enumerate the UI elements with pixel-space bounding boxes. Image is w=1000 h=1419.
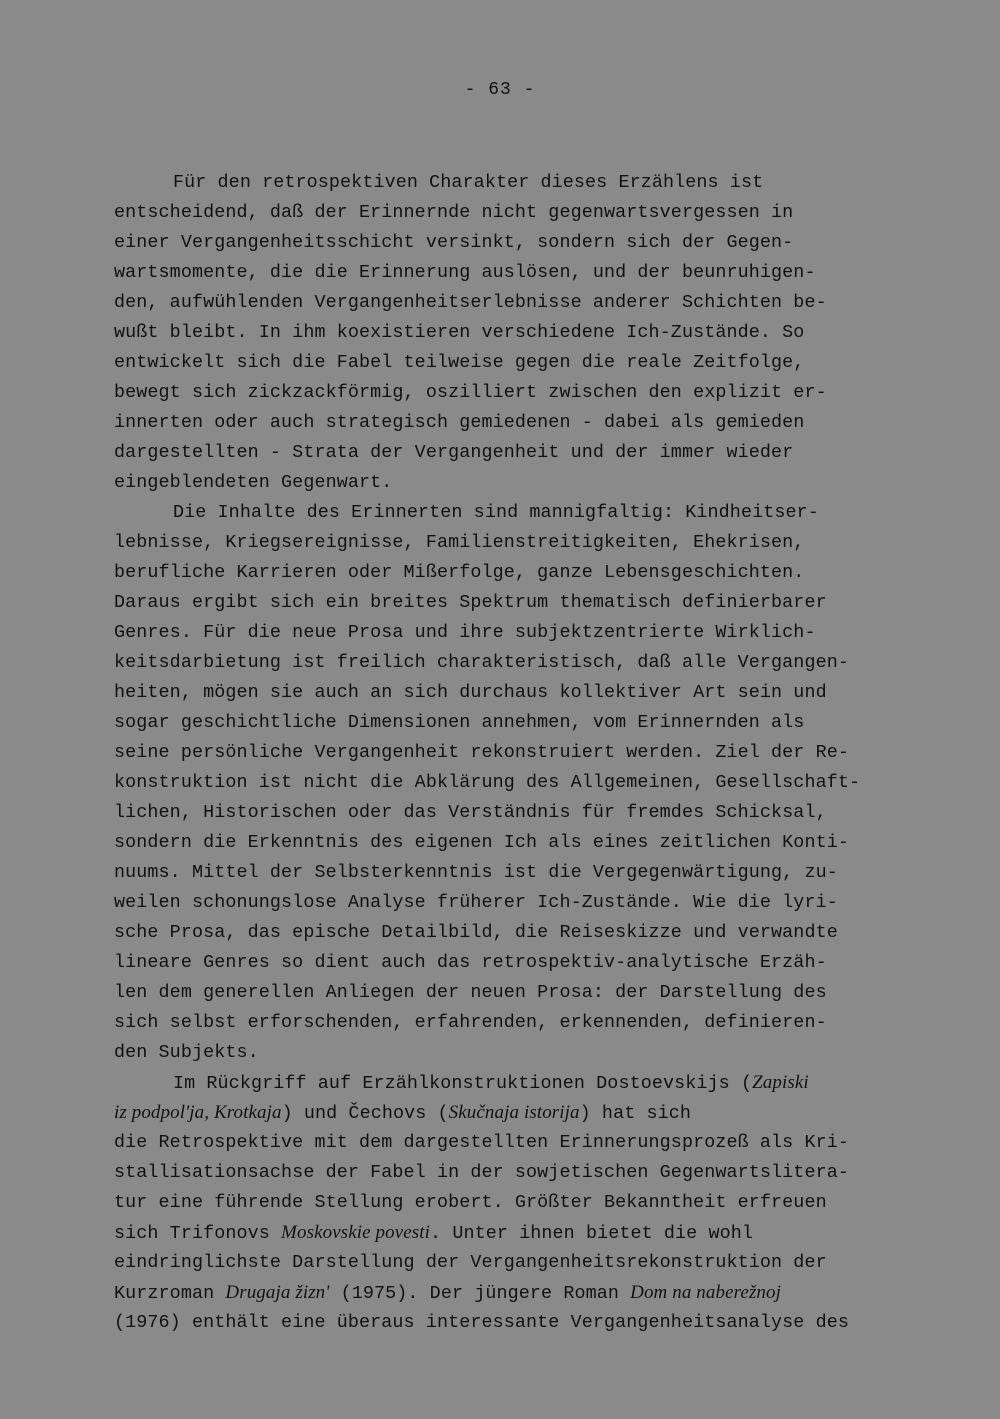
text-run: den, aufwühlenden Vergangenheitserlebnisse anderer Schichten be- — [114, 292, 827, 313]
text-line — [114, 168, 914, 198]
text-line — [114, 318, 914, 348]
text-run: (1975). Der jüngere Roman — [329, 1283, 631, 1304]
text-line — [114, 558, 914, 588]
italic-title: Moskovskie povesti — [281, 1222, 431, 1243]
text-line — [114, 738, 914, 768]
italic-title: Dom na naberežnoj — [630, 1282, 782, 1303]
text-run: einer Vergangenheitsschicht versinkt, sondern sich der Gegen- — [114, 232, 794, 253]
text-line — [114, 468, 914, 498]
text-run: bewegt sich zickzackförmig, oszilliert zwischen den explizit er- — [114, 382, 827, 403]
text-line — [114, 768, 914, 798]
text-run: keitsdarbietung ist freilich charakteristisch, daß alle Vergangen- — [114, 652, 849, 673]
text-line — [114, 948, 914, 978]
text-run: ) hat sich — [579, 1103, 692, 1124]
text-line — [114, 1188, 914, 1218]
italic-title: Skučnaja istorija — [448, 1102, 580, 1123]
text-run: Kurzroman — [114, 1283, 226, 1304]
text-run: seine persönliche Vergangenheit rekonstruiert werden. Ziel der Re- — [114, 742, 849, 763]
text-line — [114, 888, 914, 918]
text-line — [114, 1128, 914, 1158]
text-line — [114, 588, 914, 618]
text-line — [114, 528, 914, 558]
text-run: lichen, Historischen oder das Verständnis für fremdes Schicksal, — [114, 802, 827, 823]
text-run: eindringlichste Darstellung der Vergangenheitsrekonstruktion der — [114, 1252, 827, 1273]
text-line — [114, 348, 914, 378]
text-run: sche Prosa, das epische Detailbild, die Reiseskizze und verwandte — [114, 922, 838, 943]
text-run: die Retrospektive mit dem dargestellten Erinnerungsprozeß als Kri- — [114, 1132, 849, 1153]
text-line — [114, 1218, 914, 1248]
page-number: - 63 - — [464, 80, 536, 100]
text-line — [114, 1068, 914, 1098]
text-run: wußt bleibt. In ihm koexistieren verschiedene Ich-Zustände. So — [114, 322, 805, 343]
text-run: stallisationsachse der Fabel in der sowjetischen Gegenwartslitera- — [114, 1162, 849, 1183]
text-line — [114, 258, 914, 288]
italic-title: iz podpol'ja, Krotkaja — [114, 1102, 282, 1123]
text-run: sich selbst erforschenden, erfahrenden, erkennenden, definieren- — [114, 1012, 827, 1033]
text-run: Daraus ergibt sich ein breites Spektrum thematisch definierbarer — [114, 592, 827, 613]
text-line — [114, 978, 914, 1008]
text-run: berufliche Karrieren oder Mißerfolge, ganze Lebensgeschichten. — [114, 562, 805, 583]
text-line — [114, 378, 914, 408]
text-run: innerten oder auch strategisch gemiedenen - dabei als gemieden — [114, 412, 805, 433]
text-run: Für den retrospektiven Charakter dieses Erzählens ist — [173, 172, 764, 193]
text-run: (1976) enthält eine überaus interessante Vergangenheitsanalyse des — [114, 1312, 849, 1333]
text-line — [114, 618, 914, 648]
text-run: tur eine führende Stellung erobert. Größter Bekanntheit erfreuen — [114, 1192, 827, 1213]
text-line — [114, 918, 914, 948]
text-line — [114, 708, 914, 738]
text-line — [114, 198, 914, 228]
text-run: lineare Genres so dient auch das retrospektiv-analytische Erzäh- — [114, 952, 827, 973]
text-run: sich Trifonovs — [114, 1223, 282, 1244]
text-line — [114, 228, 914, 258]
text-run: dargestellten - Strata der Vergangenheit und der immer wieder — [114, 442, 794, 463]
italic-title: Drugaja žizn' — [225, 1282, 330, 1303]
text-run: weilen schonungslose Analyse früherer Ich-Zustände. Wie die lyri- — [114, 892, 838, 913]
text-run: entscheidend, daß der Erinnernde nicht gegenwartsvergessen in — [114, 202, 794, 223]
body-text — [114, 168, 914, 1338]
text-run: heiten, mögen sie auch an sich durchaus kollektiver Art sein und — [114, 682, 827, 703]
text-line — [114, 798, 914, 828]
text-run: entwickelt sich die Fabel teilweise gegen die reale Zeitfolge, — [114, 352, 805, 373]
text-run: len dem generellen Anliegen der neuen Prosa: der Darstellung des — [114, 982, 827, 1003]
text-line — [114, 648, 914, 678]
text-run: Im Rückgriff auf Erzählkonstruktionen Dostoevskijs ( — [173, 1073, 753, 1094]
text-run: Genres. Für die neue Prosa und ihre subjektzentrierte Wirklich- — [114, 622, 816, 643]
text-run: sogar geschichtliche Dimensionen annehmen, vom Erinnernden als — [114, 712, 805, 733]
italic-title: Zapiski — [752, 1072, 809, 1093]
text-line — [114, 498, 914, 528]
text-line — [114, 1248, 914, 1278]
text-run: ) und Čechovs ( — [281, 1103, 449, 1124]
text-run: wartsmomente, die die Erinnerung auslösen, und der beunruhigen- — [114, 262, 816, 283]
text-run: nuums. Mittel der Selbsterkenntnis ist die Vergegenwärtigung, zu- — [114, 862, 838, 883]
text-line — [114, 858, 914, 888]
text-run: den Subjekts. — [114, 1042, 259, 1063]
text-run: lebnisse, Kriegsereignisse, Familienstreitigkeiten, Ehekrisen, — [114, 532, 805, 553]
text-line — [114, 438, 914, 468]
text-line — [114, 828, 914, 858]
text-line — [114, 1008, 914, 1038]
text-run: eingeblendeten Gegenwart. — [114, 472, 393, 493]
text-line — [114, 288, 914, 318]
text-run: . Unter ihnen bietet die wohl — [430, 1223, 753, 1244]
text-run: konstruktion ist nicht die Abklärung des Allgemeinen, Gesellschaft- — [114, 772, 861, 793]
text-line — [114, 1098, 914, 1128]
text-line — [114, 408, 914, 438]
text-line — [114, 1158, 914, 1188]
text-line — [114, 1038, 914, 1068]
text-run: sondern die Erkenntnis des eigenen Ich als eines zeitlichen Konti- — [114, 832, 849, 853]
text-line — [114, 1308, 914, 1338]
text-line — [114, 678, 914, 708]
text-run: Die Inhalte des Erinnerten sind mannigfaltig: Kindheitser- — [173, 502, 819, 523]
text-line — [114, 1278, 914, 1308]
